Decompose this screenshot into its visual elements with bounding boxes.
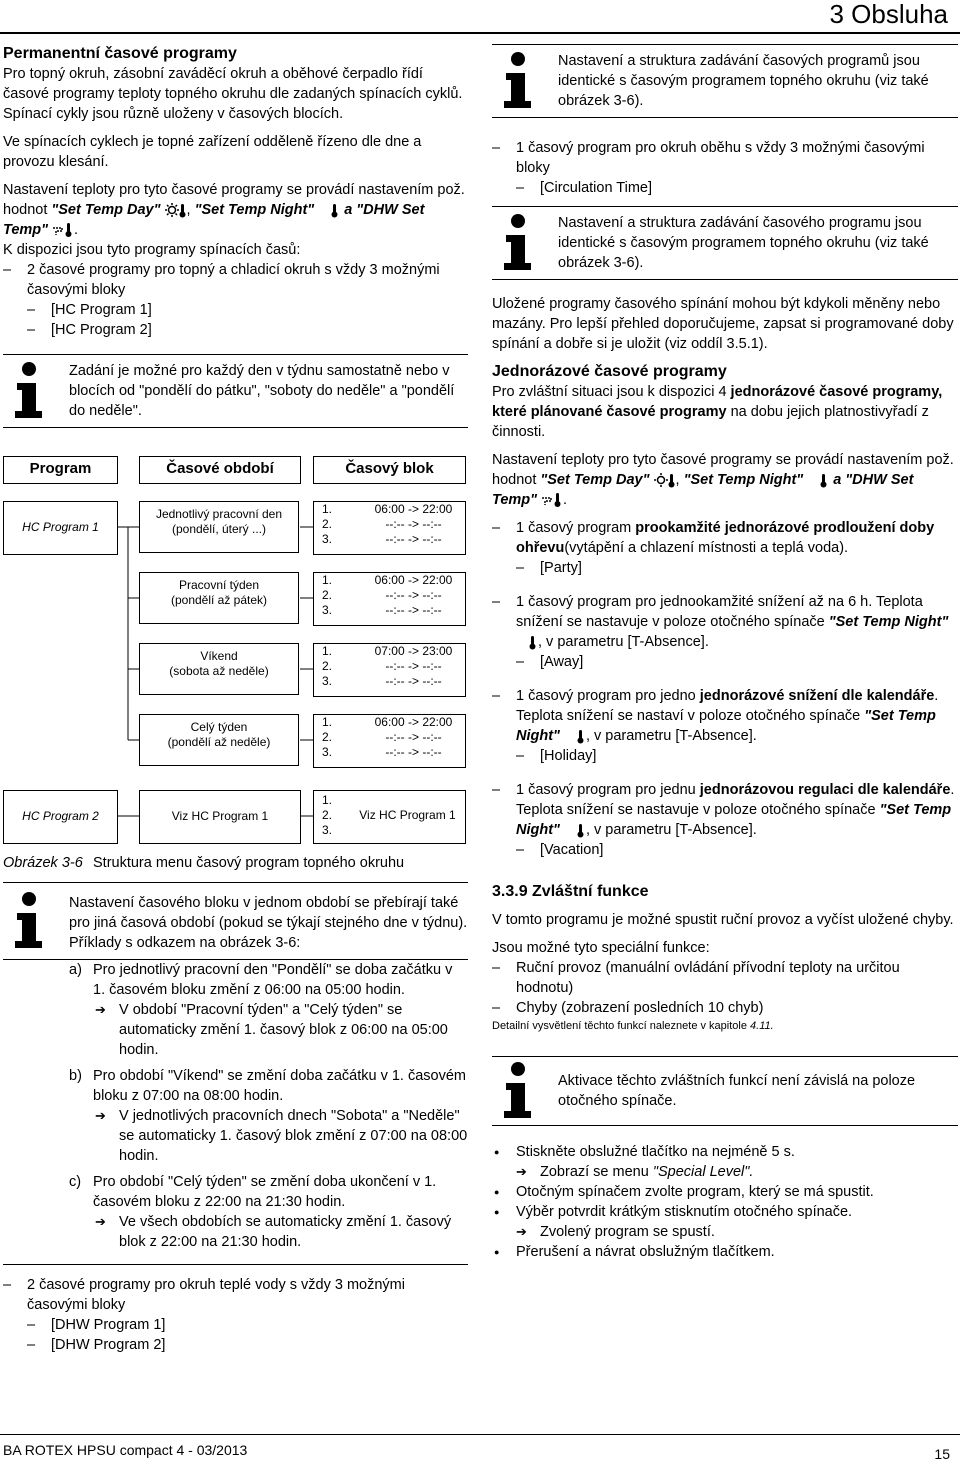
paragraph: K dispozici jsou tyto programy spínacích časů: <box>3 242 301 258</box>
info-icon <box>498 213 538 273</box>
list-item: – [DHW Program 1] <box>3 1315 468 1335</box>
tap-thermometer-icon <box>52 222 74 238</box>
info-icon <box>9 361 49 421</box>
result-item: ➔ Zvolený program se spustí. <box>516 1222 958 1242</box>
moon-thermometer-icon <box>318 202 340 218</box>
figure-caption: Obrázek 3-6 Struktura menu časový program topného okruhu <box>3 855 405 871</box>
hc-program-2: HC Program 2 <box>3 790 118 844</box>
info-icon <box>498 51 538 111</box>
period-box: Jednotlivý pracovní den (pondělí, úterý ...) <box>139 501 299 553</box>
result-item: ➔ V období "Pracovní týden" a "Celý týden" se automaticky změní 1. časový blok z 06:00 na 05:00 hodin. <box>95 1000 468 1060</box>
list-item: – 1 časový program prookamžité jednorázové prodloužení doby ohřevu(vytápění a chlazení místnosti a teplá voda). <box>492 518 958 558</box>
list-item: – [DHW Program 2] <box>3 1335 468 1355</box>
footer-rule <box>0 1434 960 1435</box>
paragraph: V tomto programu je možné spustit ruční provoz a vyčíst uložené chyby. <box>492 912 954 928</box>
list-item: – 2 časové programy pro topný a chladicí okruh s vždy 3 možnými časovými bloky <box>3 260 468 300</box>
diagram-connectors <box>3 456 468 856</box>
list-item: b) Pro období "Víkend" se změní doba začátku v 1. časovém bloku z 07:00 na 08:00 hodin. <box>69 1068 466 1104</box>
header-blok: Časový blok <box>313 456 466 484</box>
list-item: – 1 časový program pro jednu jednorázovou regulaci dle kalendáře. Teplota snížení se nastavuje v poloze otočného spínače "Set Temp Night" , v parametru [T-Absence]. <box>492 780 958 840</box>
period-box: Celý týden (pondělí až neděle) <box>139 714 299 766</box>
moon-thermometer-icon <box>807 472 829 488</box>
info-text: Zadání je možné pro každý den v týdnu samostatně nebo v blocích od "pondělí do pátku", "soboty do neděle" a "pondělí do neděle". <box>69 363 455 419</box>
list-item: – [HC Program 2] <box>3 320 468 340</box>
period-box: Víkend (sobota až neděle) <box>139 643 299 695</box>
info-text: Aktivace těchto zvláštních funkcí není závislá na poloze otočného spínače. <box>558 1073 916 1109</box>
info-text: Nastavení časového bloku v jednom období se přebírají také pro jiná časová období (pokud se týkají stejného dne v týdnu). Příklady s odkazem na obrázek 3-6: <box>69 895 468 951</box>
list-item: – [HC Program 1] <box>3 300 468 320</box>
tap-thermometer-icon <box>541 492 563 508</box>
list-item: – [Vacation] <box>492 840 958 860</box>
heading-permanent: Permanentní časové programy <box>3 45 237 62</box>
viz-period: Viz HC Program 1 <box>139 790 301 844</box>
footer-doc-title: BA ROTEX HPSU compact 4 - 03/2013 <box>3 1442 248 1458</box>
list-item: – 1 časový program pro okruh oběhu s vždy 3 možnými časovými bloky <box>492 138 958 178</box>
list-item: – 2 časové programy pro okruh teplé vody s vždy 3 možnými časovými bloky <box>3 1275 468 1315</box>
step-item: ● Stiskněte obslužné tlačítko na nejméně 5 s. <box>492 1142 958 1162</box>
header-program: Program <box>3 456 118 484</box>
heading-special: 3.3.9 Zvláštní funkce <box>492 883 649 900</box>
list-item: – 1 časový program pro jedno jednorázové snížení dle kalendáře. Teplota snížení se nastaví v poloze otočného spínače "Set Temp Night" , v parametru [T-Absence]. <box>492 686 958 746</box>
step-item: ● Výběr potvrdit krátkým stisknutím otočného spínače. <box>492 1202 958 1222</box>
paragraph: Pro zvláštní situaci jsou k dispozici 4 jednorázové časové programy, které plánované časové programy na dobu jejich platnostivyřadí z činnosti. <box>492 384 943 440</box>
left-column <box>3 44 468 434</box>
right-column <box>492 44 958 1262</box>
result-item: ➔ V jednotlivých pracovních dnech "Sobota" a "Neděle" se automaticky 1. časový blok změní z 07:00 na 08:00 hodin. <box>95 1106 468 1166</box>
program-table <box>3 456 468 871</box>
info-box <box>492 1056 958 1126</box>
info-icon <box>9 891 49 951</box>
info-box <box>3 882 468 960</box>
time-block: 1. 06:00 -> 22:00 2. --:-- -> --:-- 3. --:-- -> --:-- <box>313 501 466 555</box>
paragraph: Ve spínacích cyklech je topné zařízení odděleně řízeno dle dne a provozu klesání. <box>3 134 422 170</box>
paragraph: Uložené programy časového spínání mohou být kdykoli měněny nebo mazány. Pro lepší přehled doporučujeme, zapsat si programované doby spínání a dobře si je uložit (viz oddíl 3.5.1). <box>492 296 954 352</box>
time-block: 1. 07:00 -> 23:00 2. --:-- -> --:-- 3. --:-- -> --:-- <box>313 643 466 697</box>
info-box <box>492 44 958 118</box>
list-item: – Chyby (zobrazení posledních 10 chyb) <box>492 998 958 1018</box>
time-block: 1. 06:00 -> 22:00 2. --:-- -> --:-- 3. --:-- -> --:-- <box>313 572 466 626</box>
paragraph: Nastavení teploty pro tyto časové programy se provádí nastavením pož. hodnot "Set Temp Day" , "Set Temp Night" a "DHW Set Temp" . <box>492 452 954 508</box>
result-item: ➔ Ve všech obdobích se automaticky změní 1. časový blok z 22:00 na 21:30 hodin. <box>95 1212 468 1252</box>
sun-thermometer-icon <box>654 472 676 488</box>
info-text: Nastavení a struktura zadávání časového programu jsou identické s časovým programem topného okruhu (viz také obrázek 3-6). <box>558 215 929 271</box>
moon-thermometer-icon <box>564 728 586 744</box>
note: Detailní vysvětlení těchto funkcí naleznete v kapitole 4.11. <box>492 1020 774 1032</box>
sun-thermometer-icon <box>165 202 187 218</box>
moon-thermometer-icon <box>516 634 538 650</box>
paragraph: Nastavení teploty pro tyto časové programy se provádí nastavením pož. hodnot "Set Temp Day" , "Set Temp Night" a "DHW Set Temp" . <box>3 182 465 238</box>
info-text: Nastavení a struktura zadávání časových programů jsou identické s časovým programem topného okruhu (viz také obrázek 3-6). <box>558 53 929 109</box>
chapter-header: 3 Obsluha <box>829 0 948 29</box>
step-item: ● Otočným spínačem zvolte program, který se má spustit. <box>492 1182 958 1202</box>
info-box <box>3 354 468 428</box>
list-item: – [Circulation Time] <box>492 178 958 198</box>
hc-program-1: HC Program 1 <box>3 501 118 555</box>
period-box: Pracovní týden (pondělí až pátek) <box>139 572 299 624</box>
list-item: – Ruční provoz (manuální ovládání přívodní teploty na určitou hodnotu) <box>492 958 958 998</box>
info-box <box>492 206 958 280</box>
list-item: c) Pro období "Celý týden" se změní doba ukončení v 1. časovém bloku z 22:00 na 21:30 hodin. <box>69 1174 437 1210</box>
list-item: – [Away] <box>492 652 958 672</box>
viz-block: 1. 2. 3. Viz HC Program 1 <box>313 790 466 844</box>
time-block: 1. 06:00 -> 22:00 2. --:-- -> --:-- 3. --:-- -> --:-- <box>313 714 466 768</box>
paragraph: Jsou možné tyto speciální funkce: <box>492 940 710 956</box>
page-number: 15 <box>934 1446 950 1462</box>
left-lower <box>3 882 468 1355</box>
header-obdobi: Časové období <box>139 456 301 484</box>
list-item: a) Pro jednotlivý pracovní den "Pondělí" se doba začátku v 1. časovém bloku změní z 06:00 na 05:00 hodin. <box>69 962 453 998</box>
step-item: ● Přerušení a návrat obslužným tlačítkem. <box>492 1242 958 1262</box>
list-item: – 1 časový program pro jednookamžité snížení až na 6 h. Teplota snížení se nastavuje v poloze otočného spínače "Set Temp Night" , v parametru [T-Absence]. <box>492 592 958 652</box>
list-item: – [Holiday] <box>492 746 958 766</box>
info-icon <box>498 1061 538 1121</box>
result-item: ➔ Zobrazí se menu "Special Level". <box>516 1162 958 1182</box>
list-item: – [Party] <box>492 558 958 578</box>
paragraph: Pro topný okruh, zásobní zaváděcí okruh a oběhové čerpadlo řídí časové programy teploty topného okruhu dle zadaných spínacích cyklů. Spínací cykly jsou různě uloženy v časových blocích. <box>3 66 463 122</box>
moon-thermometer-icon <box>564 822 586 838</box>
heading-jednorazove: Jednorázové časové programy <box>492 363 727 380</box>
header-rule <box>0 32 960 34</box>
